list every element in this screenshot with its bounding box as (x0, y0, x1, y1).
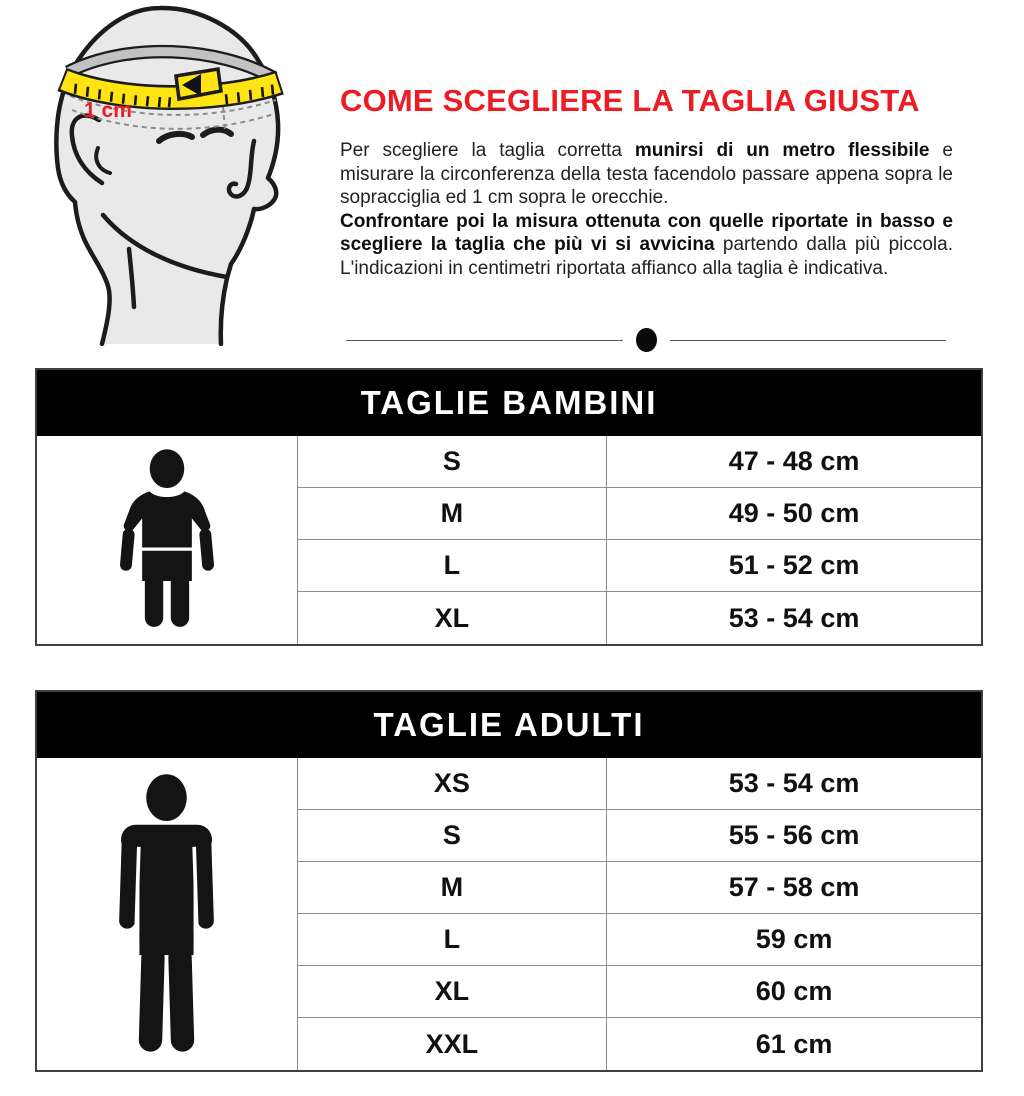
divider-dot (636, 328, 657, 352)
adults-icon-cell (37, 758, 298, 1070)
one-cm-label: 1 cm (84, 99, 132, 122)
divider-line-right (670, 340, 947, 341)
table-row (298, 1018, 981, 1070)
table-row (298, 810, 981, 862)
intro-paragraph (340, 139, 953, 280)
table-row (298, 862, 981, 914)
kids-icon-cell (37, 436, 298, 644)
table-row (298, 436, 981, 488)
size-range: 47 - 48 cm (728, 446, 860, 476)
kids-size-table (35, 368, 983, 646)
size-range: 61 cm (755, 1028, 833, 1059)
size-label: S (298, 436, 608, 487)
adult-icon (105, 773, 228, 1056)
intro-text-regular-1: Per scegliere la taglia corretta (340, 140, 635, 161)
intro-text-regular-3: partendo dalla più piccola. L'indicazioni in centimetri riportata affianco alla taglia è indicativa. (340, 234, 954, 279)
size-label: XS (298, 758, 608, 809)
kids-table-rows (298, 436, 981, 644)
size-label: XL (298, 592, 608, 644)
size-label: L (298, 540, 608, 591)
adults-table-rows (298, 758, 981, 1070)
divider-line-left (346, 340, 623, 341)
section-divider (346, 327, 946, 353)
size-range: 55 - 56 cm (728, 820, 860, 850)
size-range: 51 - 52 cm (728, 550, 860, 580)
intro-text-bold-1: munirsi di un metro flessibile (634, 140, 930, 161)
adults-table-title: TAGLIE ADULTI (37, 692, 981, 758)
table-row (298, 592, 981, 644)
size-label: XL (298, 966, 608, 1017)
size-range: 59 cm (755, 924, 833, 954)
size-range: 53 - 54 cm (728, 602, 860, 633)
table-row (298, 966, 981, 1018)
table-row (298, 488, 981, 540)
size-label: S (298, 810, 608, 861)
size-range: 49 - 50 cm (728, 498, 860, 528)
child-icon (113, 446, 221, 635)
intro-section (340, 84, 953, 280)
kids-table-title: TAGLIE BAMBINI (37, 370, 981, 436)
size-label: M (298, 862, 608, 913)
table-row (298, 758, 981, 810)
intro-text-regular-2: e misurare la circonferenza della testa facendolo passare appena sopra le sopracciglia ed 1 cm sopra le orecchie. (340, 140, 953, 208)
size-range: 60 cm (755, 976, 833, 1006)
table-row (298, 540, 981, 592)
size-range: 53 - 54 cm (728, 768, 860, 798)
table-row (298, 914, 981, 966)
size-label: XXL (298, 1018, 608, 1070)
size-label: L (298, 914, 608, 965)
intro-text-bold-2: Confrontare poi la misura ottenuta con quelle riportate in basso e scegliere la taglia che più vi si avvicina (340, 210, 953, 255)
page-title: COME SCEGLIERE LA TAGLIA GIUSTA (340, 83, 920, 118)
head-measurement-illustration (2, 0, 334, 348)
adults-size-table (35, 690, 983, 1072)
size-label: M (298, 488, 608, 539)
size-range: 57 - 58 cm (728, 872, 860, 902)
